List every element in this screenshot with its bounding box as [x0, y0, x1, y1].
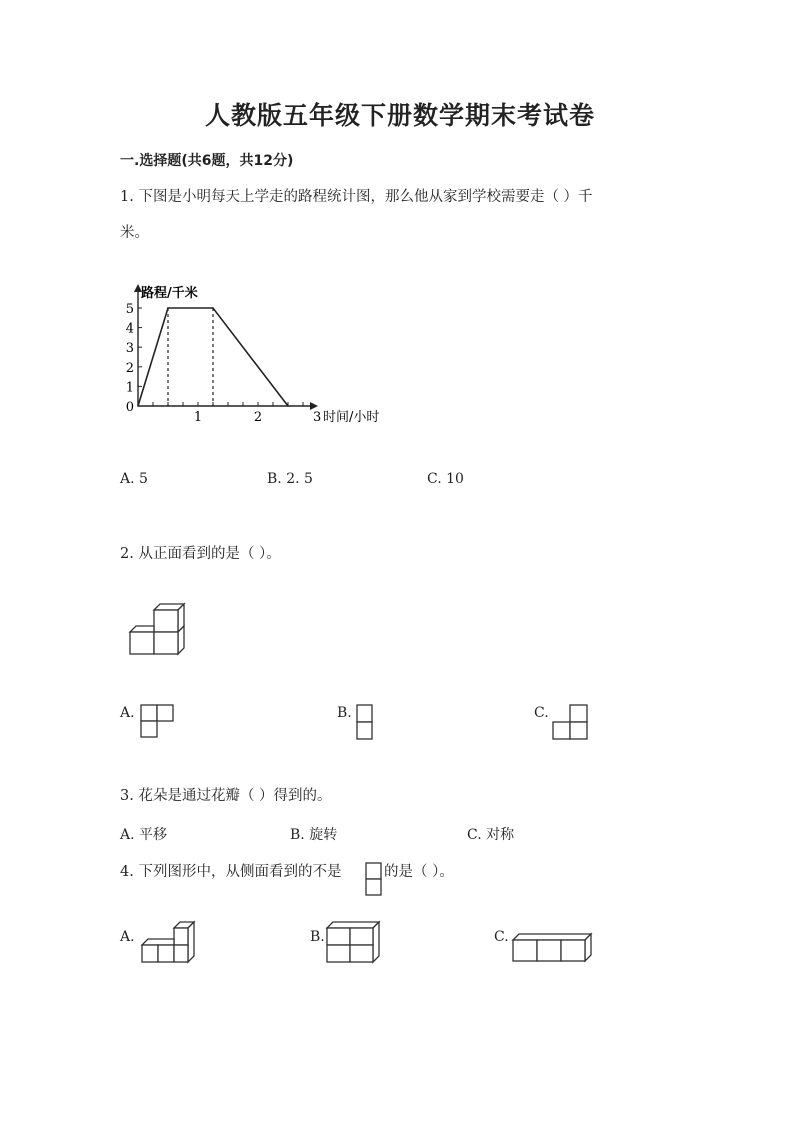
y-tick-label: 2	[125, 360, 134, 376]
section-heading: 一.选择题(共6题，共12分)	[120, 153, 294, 169]
q3-option-a[interactable]: A. 平移	[120, 827, 168, 843]
data-point	[167, 307, 169, 309]
question-4-text-after: 的是（ ）。	[384, 864, 454, 880]
q2-option-c[interactable]: C.	[534, 705, 549, 721]
y-tick-label: 1	[125, 380, 134, 396]
question-1-line2: 米。	[120, 225, 149, 241]
q4-option-c-figure[interactable]	[511, 930, 595, 966]
q2-option-b[interactable]: B.	[337, 705, 352, 721]
y-axis-label: 路程/千米	[141, 286, 198, 301]
data-point	[137, 405, 139, 407]
data-point	[287, 405, 289, 407]
x-tick-label: 3	[313, 410, 322, 425]
q1-option-b[interactable]: B. 2. 5	[267, 471, 313, 487]
question-2-text: 2. 从正面看到的是（ ）。	[120, 546, 281, 562]
q1-option-a[interactable]: A. 5	[120, 471, 148, 487]
q2-option-a[interactable]: A.	[120, 705, 135, 721]
q1-option-c[interactable]: C. 10	[427, 471, 464, 487]
q4-option-a-figure[interactable]	[138, 918, 198, 964]
question-4-text-before: 4. 下列图形中，从侧面看到的不是	[120, 864, 342, 880]
q3-option-c[interactable]: C. 对称	[467, 827, 515, 843]
q2-option-c-figure[interactable]	[552, 704, 590, 742]
x-axis-arrow	[310, 402, 318, 410]
q4-inline-figure	[365, 862, 385, 898]
y-tick-label: 5	[125, 302, 134, 317]
q2-option-b-figure[interactable]	[356, 704, 376, 740]
q4-option-b-figure[interactable]	[325, 918, 383, 964]
x-tick-label: 1	[193, 410, 203, 425]
page-title: 人教版五年级下册数学期末考试卷	[204, 101, 595, 130]
y-tick-label: 4	[125, 321, 134, 337]
x-axis-label: 时间/小时	[323, 410, 380, 425]
x-tick-label: 2	[253, 410, 263, 425]
q2-option-a-figure[interactable]	[140, 704, 176, 740]
question-1-line1: 1. 下图是小明每天上学走的路程统计图，那么他从家到学校需要走（ ）千	[120, 189, 593, 205]
q4-option-c[interactable]: C.	[494, 929, 509, 945]
q3-option-b[interactable]: B. 旋转	[290, 827, 338, 843]
q4-option-a[interactable]: A.	[120, 929, 135, 945]
q4-option-b[interactable]: B.	[310, 929, 325, 945]
question-3-text: 3. 花朵是通过花瓣（ ）得到的。	[120, 788, 332, 804]
q2-cube-figure	[128, 600, 190, 656]
y-tick-label: 3	[125, 341, 134, 357]
y-tick-label: 0	[125, 400, 134, 415]
data-point	[212, 307, 214, 309]
